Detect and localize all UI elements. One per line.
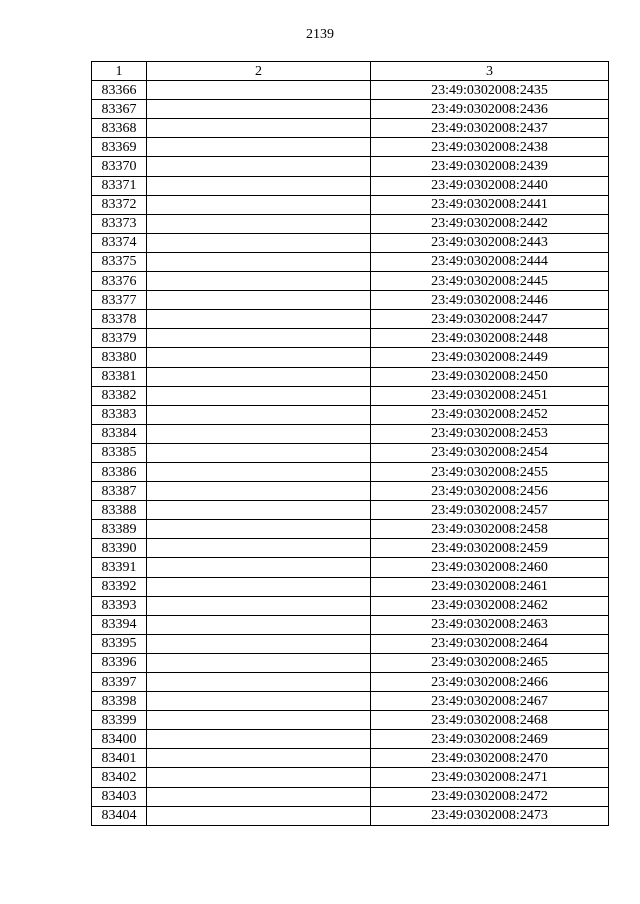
row-number-cell: 83383	[92, 405, 147, 424]
cadastral-number-cell: 23:49:0302008:2448	[371, 329, 609, 348]
row-empty-cell	[147, 157, 371, 176]
table-row	[92, 462, 609, 481]
row-empty-cell	[147, 730, 371, 749]
row-empty-cell	[147, 692, 371, 711]
row-empty-cell	[147, 176, 371, 195]
row-number-cell: 83374	[92, 233, 147, 252]
table-row	[92, 138, 609, 157]
table-row	[92, 272, 609, 291]
table-header-row	[92, 62, 609, 81]
row-number-cell: 83375	[92, 252, 147, 271]
row-number-cell: 83368	[92, 119, 147, 138]
table-row	[92, 119, 609, 138]
row-empty-cell	[147, 596, 371, 615]
row-number-cell: 83385	[92, 443, 147, 462]
cadastral-number-cell: 23:49:0302008:2454	[371, 443, 609, 462]
cadastral-number-cell: 23:49:0302008:2445	[371, 272, 609, 291]
row-empty-cell	[147, 424, 371, 443]
row-empty-cell	[147, 195, 371, 214]
table-row	[92, 233, 609, 252]
row-empty-cell	[147, 138, 371, 157]
cadastral-number-cell: 23:49:0302008:2441	[371, 195, 609, 214]
table-body	[92, 81, 609, 826]
row-empty-cell	[147, 329, 371, 348]
table-row	[92, 367, 609, 386]
cadastral-number-cell: 23:49:0302008:2469	[371, 730, 609, 749]
table-row	[92, 291, 609, 310]
row-number-cell: 83371	[92, 176, 147, 195]
cadastral-number-cell: 23:49:0302008:2450	[371, 367, 609, 386]
table-row	[92, 443, 609, 462]
row-number-cell: 83394	[92, 615, 147, 634]
table-row	[92, 348, 609, 367]
cadastral-number-cell: 23:49:0302008:2435	[371, 81, 609, 100]
cadastral-number-cell: 23:49:0302008:2453	[371, 424, 609, 443]
table-row	[92, 176, 609, 195]
table-row	[92, 653, 609, 672]
row-empty-cell	[147, 501, 371, 520]
table-row	[92, 711, 609, 730]
cadastral-number-cell: 23:49:0302008:2472	[371, 787, 609, 806]
cadastral-number-cell: 23:49:0302008:2473	[371, 806, 609, 825]
row-empty-cell	[147, 367, 371, 386]
row-number-cell: 83377	[92, 291, 147, 310]
cadastral-number-cell: 23:49:0302008:2440	[371, 176, 609, 195]
row-empty-cell	[147, 558, 371, 577]
row-empty-cell	[147, 787, 371, 806]
row-number-cell: 83369	[92, 138, 147, 157]
row-number-cell: 83401	[92, 749, 147, 768]
table-row	[92, 615, 609, 634]
row-number-cell: 83400	[92, 730, 147, 749]
cadastral-number-cell: 23:49:0302008:2471	[371, 768, 609, 787]
row-empty-cell	[147, 443, 371, 462]
row-empty-cell	[147, 310, 371, 329]
row-empty-cell	[147, 462, 371, 481]
row-empty-cell	[147, 348, 371, 367]
table-row	[92, 310, 609, 329]
row-number-cell: 83390	[92, 539, 147, 558]
row-number-cell: 83379	[92, 329, 147, 348]
table-row	[92, 329, 609, 348]
row-empty-cell	[147, 673, 371, 692]
row-empty-cell	[147, 386, 371, 405]
row-empty-cell	[147, 119, 371, 138]
cadastral-number-cell: 23:49:0302008:2467	[371, 692, 609, 711]
table-row	[92, 596, 609, 615]
table-row	[92, 157, 609, 176]
cadastral-number-cell: 23:49:0302008:2455	[371, 462, 609, 481]
table-row	[92, 386, 609, 405]
cadastral-number-cell: 23:49:0302008:2461	[371, 577, 609, 596]
table-row	[92, 520, 609, 539]
table-row	[92, 749, 609, 768]
table-row	[92, 81, 609, 100]
row-empty-cell	[147, 577, 371, 596]
cadastral-number-cell: 23:49:0302008:2449	[371, 348, 609, 367]
row-number-cell: 83402	[92, 768, 147, 787]
row-empty-cell	[147, 233, 371, 252]
cadastral-number-cell: 23:49:0302008:2436	[371, 100, 609, 119]
table-row	[92, 692, 609, 711]
table-row	[92, 214, 609, 233]
row-number-cell: 83373	[92, 214, 147, 233]
table-row	[92, 806, 609, 825]
row-empty-cell	[147, 272, 371, 291]
table-row	[92, 539, 609, 558]
table-row	[92, 787, 609, 806]
row-empty-cell	[147, 634, 371, 653]
cadastral-number-cell: 23:49:0302008:2459	[371, 539, 609, 558]
cadastral-number-cell: 23:49:0302008:2442	[371, 214, 609, 233]
row-number-cell: 83380	[92, 348, 147, 367]
cadastral-number-cell: 23:49:0302008:2470	[371, 749, 609, 768]
column-header-1: 1	[92, 62, 147, 81]
cadastral-number-cell: 23:49:0302008:2465	[371, 653, 609, 672]
row-number-cell: 83386	[92, 462, 147, 481]
row-number-cell: 83378	[92, 310, 147, 329]
table-row	[92, 405, 609, 424]
cadastral-number-cell: 23:49:0302008:2443	[371, 233, 609, 252]
table-row	[92, 634, 609, 653]
row-empty-cell	[147, 711, 371, 730]
row-empty-cell	[147, 100, 371, 119]
cadastral-number-cell: 23:49:0302008:2444	[371, 252, 609, 271]
row-empty-cell	[147, 405, 371, 424]
row-number-cell: 83391	[92, 558, 147, 577]
row-number-cell: 83370	[92, 157, 147, 176]
page-number: 2139	[306, 27, 334, 42]
table-row	[92, 558, 609, 577]
cadastral-number-cell: 23:49:0302008:2447	[371, 310, 609, 329]
table-row	[92, 252, 609, 271]
row-empty-cell	[147, 768, 371, 787]
table-row	[92, 195, 609, 214]
row-empty-cell	[147, 749, 371, 768]
row-number-cell: 83376	[92, 272, 147, 291]
row-number-cell: 83398	[92, 692, 147, 711]
row-empty-cell	[147, 615, 371, 634]
cadastral-number-cell: 23:49:0302008:2463	[371, 615, 609, 634]
cadastral-number-cell: 23:49:0302008:2462	[371, 596, 609, 615]
row-number-cell: 83396	[92, 653, 147, 672]
row-number-cell: 83389	[92, 520, 147, 539]
column-header-2: 2	[147, 62, 371, 81]
row-number-cell: 83381	[92, 367, 147, 386]
row-number-cell: 83384	[92, 424, 147, 443]
row-number-cell: 83404	[92, 806, 147, 825]
cadastral-number-cell: 23:49:0302008:2464	[371, 634, 609, 653]
cadastral-number-cell: 23:49:0302008:2439	[371, 157, 609, 176]
row-empty-cell	[147, 539, 371, 558]
cadastral-table	[91, 61, 609, 826]
cadastral-number-cell: 23:49:0302008:2452	[371, 405, 609, 424]
cadastral-number-cell: 23:49:0302008:2457	[371, 501, 609, 520]
cadastral-number-cell: 23:49:0302008:2446	[371, 291, 609, 310]
cadastral-number-cell: 23:49:0302008:2458	[371, 520, 609, 539]
table-row	[92, 482, 609, 501]
row-empty-cell	[147, 806, 371, 825]
row-number-cell: 83399	[92, 711, 147, 730]
row-number-cell: 83392	[92, 577, 147, 596]
column-header-3: 3	[371, 62, 609, 81]
table-row	[92, 768, 609, 787]
row-number-cell: 83382	[92, 386, 147, 405]
row-number-cell: 83393	[92, 596, 147, 615]
cadastral-number-cell: 23:49:0302008:2437	[371, 119, 609, 138]
table-row	[92, 673, 609, 692]
row-number-cell: 83372	[92, 195, 147, 214]
row-empty-cell	[147, 653, 371, 672]
row-empty-cell	[147, 252, 371, 271]
row-number-cell: 83366	[92, 81, 147, 100]
row-empty-cell	[147, 291, 371, 310]
table-row	[92, 424, 609, 443]
table-row	[92, 100, 609, 119]
row-number-cell: 83403	[92, 787, 147, 806]
cadastral-number-cell: 23:49:0302008:2438	[371, 138, 609, 157]
row-number-cell: 83395	[92, 634, 147, 653]
cadastral-number-cell: 23:49:0302008:2468	[371, 711, 609, 730]
row-empty-cell	[147, 520, 371, 539]
row-empty-cell	[147, 482, 371, 501]
cadastral-number-cell: 23:49:0302008:2456	[371, 482, 609, 501]
row-number-cell: 83397	[92, 673, 147, 692]
cadastral-number-cell: 23:49:0302008:2466	[371, 673, 609, 692]
table-row	[92, 501, 609, 520]
row-number-cell: 83387	[92, 482, 147, 501]
cadastral-number-cell: 23:49:0302008:2451	[371, 386, 609, 405]
row-empty-cell	[147, 214, 371, 233]
table-row	[92, 577, 609, 596]
table-row	[92, 730, 609, 749]
cadastral-number-cell: 23:49:0302008:2460	[371, 558, 609, 577]
row-empty-cell	[147, 81, 371, 100]
row-number-cell: 83367	[92, 100, 147, 119]
row-number-cell: 83388	[92, 501, 147, 520]
